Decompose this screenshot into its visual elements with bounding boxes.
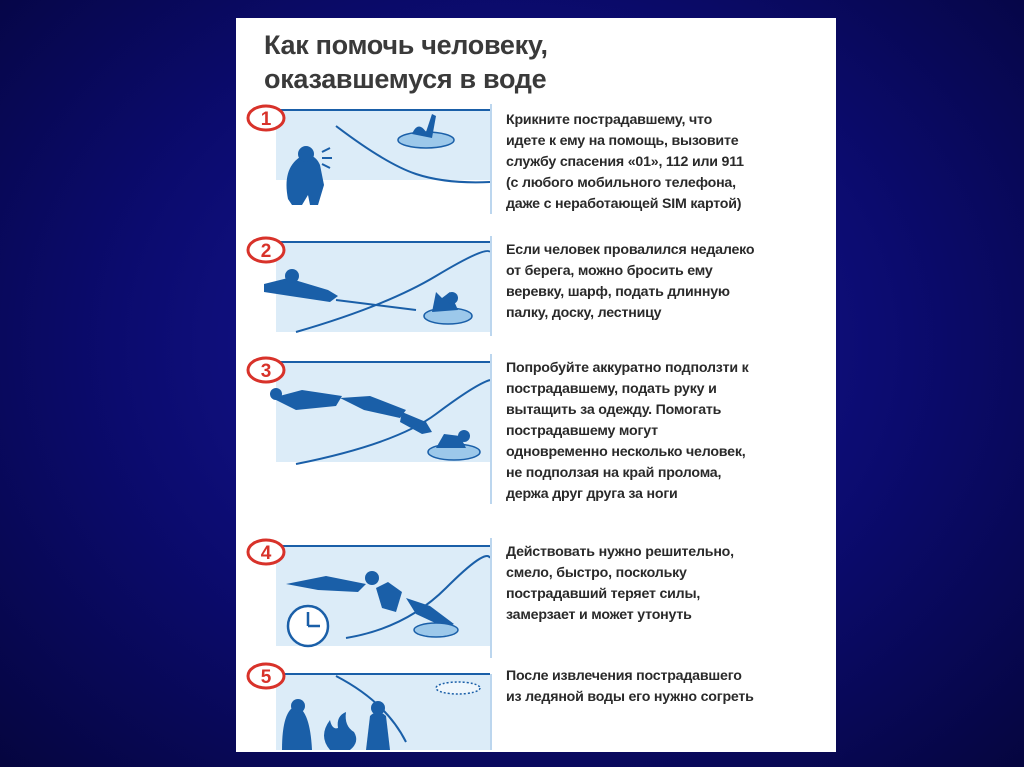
step-3-text bbox=[506, 358, 831, 505]
step-4-line: смело, быстро, поскольку bbox=[506, 565, 687, 581]
step-4-line: замерзает и может утонуть bbox=[506, 607, 692, 623]
step-3-number-badge bbox=[248, 358, 284, 382]
step-1-line: Крикните пострадавшему, что bbox=[506, 112, 713, 128]
step-3-line: одновременно несколько человек, bbox=[506, 444, 746, 460]
step-5-illustration bbox=[236, 662, 496, 750]
step-1-divider bbox=[490, 104, 492, 214]
svg-text:1: 1 bbox=[260, 109, 272, 130]
poster-title bbox=[264, 28, 824, 96]
step-5-number-badge bbox=[248, 664, 284, 688]
step-2-illustration bbox=[236, 236, 496, 356]
svg-text:2: 2 bbox=[260, 241, 272, 262]
step-1-number-badge bbox=[248, 106, 284, 130]
step-2-divider bbox=[490, 236, 492, 336]
step-5 bbox=[236, 662, 836, 750]
step-4-illustration bbox=[236, 538, 496, 668]
step-4-line: пострадавший теряет силы, bbox=[506, 586, 701, 602]
step-3 bbox=[236, 354, 836, 514]
step-1-illustration bbox=[236, 104, 496, 224]
step-3-divider bbox=[490, 354, 492, 504]
instruction-poster bbox=[236, 18, 836, 752]
step-2-line: веревку, шарф, подать длинную bbox=[506, 284, 730, 300]
step-3-line: держа друг друга за ноги bbox=[506, 486, 678, 502]
step-3-line: Попробуйте аккуратно подползти к bbox=[506, 360, 749, 376]
clock-icon bbox=[288, 606, 328, 646]
step-1-line: (с любого мобильного телефона, bbox=[506, 175, 736, 191]
step-5-divider bbox=[490, 674, 492, 750]
title-line-2: оказавшемуся в воде bbox=[264, 64, 547, 94]
step-5-line: После извлечения пострадавшего bbox=[506, 668, 742, 684]
step-5-line: из ледяной воды его нужно согреть bbox=[506, 689, 754, 705]
step-1-line: идете к ему на помощь, вызовите bbox=[506, 133, 739, 149]
step-2-line: Если человек провалился недалеко bbox=[506, 242, 755, 258]
step-1-line: службу спасения «01», 112 или 911 bbox=[506, 154, 744, 170]
title-line-1: Как помочь человеку, bbox=[264, 30, 548, 60]
step-2 bbox=[236, 236, 836, 346]
step-1 bbox=[236, 104, 836, 224]
step-3-illustration bbox=[236, 354, 496, 494]
step-4 bbox=[236, 538, 836, 668]
step-5-text bbox=[506, 666, 831, 708]
svg-text:4: 4 bbox=[260, 543, 272, 564]
step-4-divider bbox=[490, 538, 492, 658]
svg-text:3: 3 bbox=[260, 361, 272, 382]
step-3-line: пострадавшему, подать руку и bbox=[506, 381, 717, 397]
step-3-line: не подползая на край пролома, bbox=[506, 465, 722, 481]
step-1-text bbox=[506, 110, 831, 215]
step-4-number-badge bbox=[248, 540, 284, 564]
step-3-line: пострадавшему могут bbox=[506, 423, 658, 439]
step-4-line: Действовать нужно решительно, bbox=[506, 544, 734, 560]
step-2-line: палку, доску, лестницу bbox=[506, 305, 662, 321]
step-1-line: даже с неработающей SIM картой) bbox=[506, 196, 742, 212]
step-2-line: от берега, можно бросить ему bbox=[506, 263, 713, 279]
svg-text:5: 5 bbox=[260, 667, 272, 688]
step-3-line: вытащить за одежду. Помогать bbox=[506, 402, 722, 418]
step-2-number-badge bbox=[248, 238, 284, 262]
step-2-text bbox=[506, 240, 831, 324]
step-4-text bbox=[506, 542, 831, 626]
